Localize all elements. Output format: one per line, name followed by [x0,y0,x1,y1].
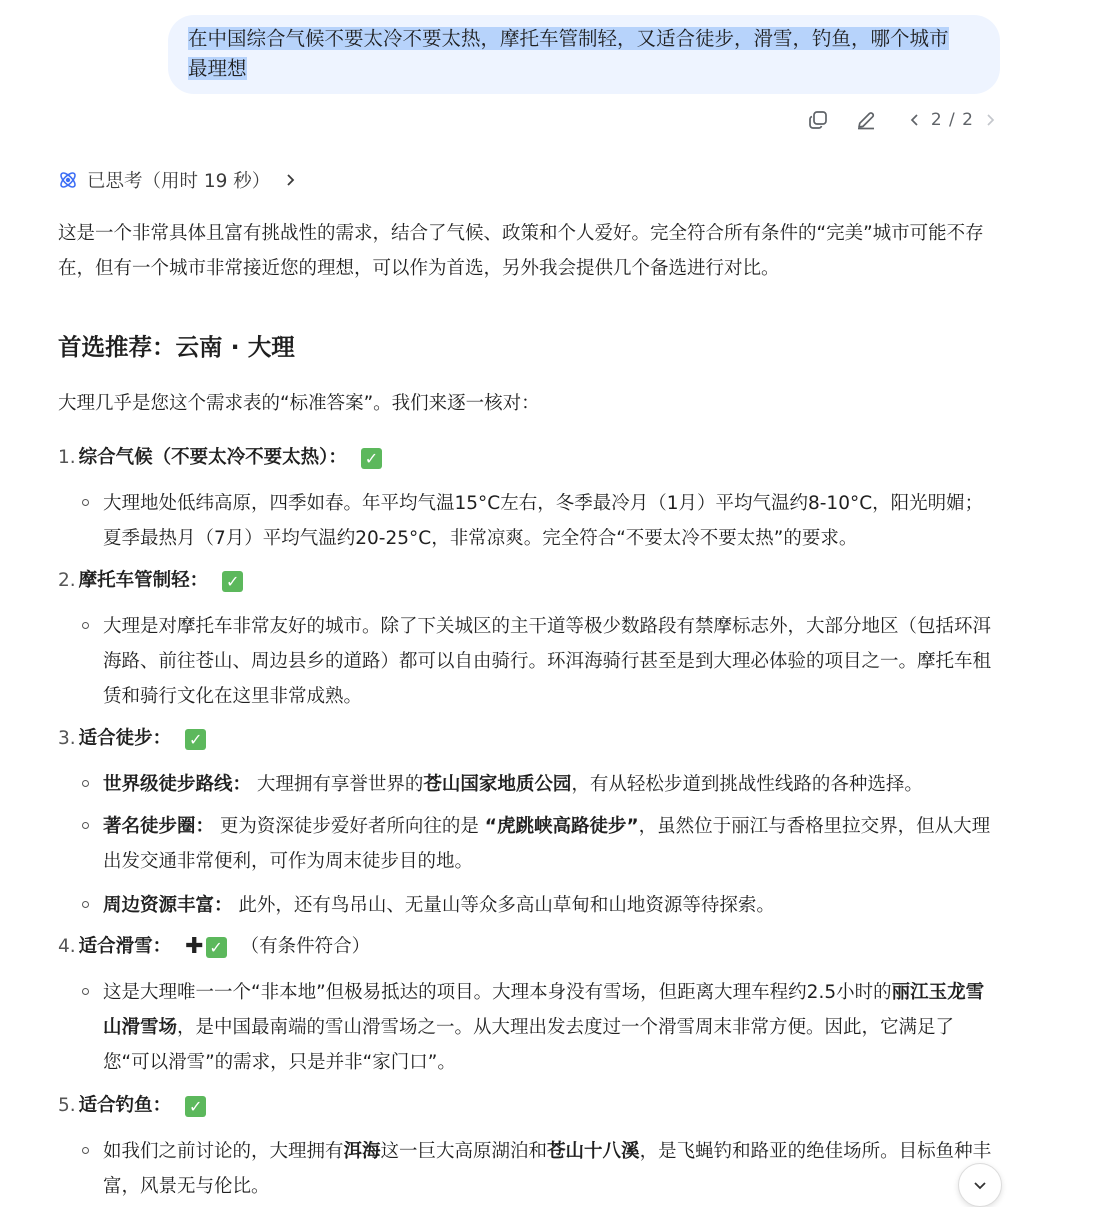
thinking-toggle[interactable] [57,166,296,194]
list-subitem: 大理地处低纬高原，四季如春。年平均气温15°C左右，冬季最冷月（1月）平均气温约8-10°C，阳光明媚；夏季最热月（7月）平均气温约20-25°C，非常凉爽。完全符合“不要太冷不要太热”的要求。 [80,486,1000,556]
list-item: 2. 摩托车管制轻： ✓ [58,566,243,596]
item-note: （有条件符合） [240,936,371,957]
answer-lead: 大理几乎是您这个需求表的“标准答案”。我们来逐一核对： [58,393,540,414]
chevron-down-icon [972,1179,988,1191]
assistant-answer [58,216,1003,1197]
item-title: 适合徒步： [78,728,172,749]
pager-text: 2 / 2 [930,110,974,130]
check-icon: ✓ [185,1096,206,1117]
user-message-bubble [168,15,1000,94]
response-pager [905,110,1000,130]
list-subitem: 著名徒步圈： 更为资深徒步爱好者所向往的是 “虎跳峡高路徒步”，虽然位于丽江与香格里拉交界，但从大理出发交通非常便利，可作为周末徒步目的地。 [80,809,1000,879]
check-icon: ✓ [206,937,227,958]
list-item: 1. 综合气候（不要太冷不要太热）： ✓ [58,443,382,473]
check-icon: ✓ [361,448,382,469]
list-item: 4. 适合滑雪： ✚ ✓ （有条件符合） [58,932,370,962]
chevron-right-icon[interactable] [980,110,1000,130]
user-message-line2: 最理想 [188,57,247,80]
atom-icon [57,169,79,191]
item-title: 综合气候（不要太冷不要太热）： [78,447,347,468]
list-subitem: 世界级徒步路线： 大理拥有享誉世界的苍山国家地质公园，有从轻松步道到挑战性线路的各种选择。 [80,767,1000,802]
chevron-right-icon [284,173,296,187]
list-subitem: 大理是对摩托车非常友好的城市。除了下关城区的主干道等极少数路段有禁摩标志外，大部分地区（包括环洱海路、前往苍山、周边县乡的道路）都可以自由骑行。环洱海骑行甚至是到大理必体验的项目之一。摩托车租赁和骑行文化在这里非常成熟。 [80,609,1000,714]
bullet-icon [82,499,89,506]
answer-intro: 这是一个非常具体且富有挑战性的需求，结合了气候、政策和个人爱好。完全符合所有条件的“完美”城市可能不存在，但有一个城市非常接近您的理想，可以作为首选，另外我会提供几个备选进行对比。 [58,223,984,279]
check-icon: ✓ [185,729,206,750]
bullet-icon [82,988,89,995]
list-item: 5. 适合钓鱼： ✓ [58,1091,206,1121]
bullet-icon [82,780,89,787]
list-subitem: 如我们之前讨论的，大理拥有洱海这一巨大高原湖泊和苍山十八溪，是飞蝇钓和路亚的绝佳场所。目标鱼种丰富，风景无与伦比。 [80,1134,1000,1204]
list-item: 3. 适合徒步： ✓ [58,724,206,754]
bullet-icon [82,822,89,829]
plus-icon: ✚ [185,934,204,959]
item-title: 摩托车管制轻： [78,570,209,591]
check-icon: ✓ [222,571,243,592]
copy-icon[interactable] [805,107,831,133]
item-title: 适合钓鱼： [78,1095,172,1116]
chevron-left-icon[interactable] [905,110,925,130]
message-actions [805,106,1000,134]
list-subitem: 周边资源丰富： 此外，还有鸟吊山、无量山等众多高山草甸和山地资源等待探索。 [80,888,1000,923]
section-heading: 首选推荐：云南 · 大理 [58,333,295,361]
user-message-line1: 在中国综合气候不要太冷不要太热，摩托车管制轻，又适合徒步，滑雪，钓鱼，哪个城市 [188,27,949,50]
bullet-icon [82,901,89,908]
list-subitem: 这是大理唯一一个“非本地”但极易抵达的项目。大理本身没有雪场，但距离大理车程约2.5小时的丽江玉龙雪山滑雪场，是中国最南端的雪山滑雪场之一。从大理出发去度过一个滑雪周末非常方便。因此，它满足了您“可以滑雪”的需求，只是并非“家门口”。 [80,975,1000,1080]
bullet-icon [82,622,89,629]
bullet-icon [82,1147,89,1154]
item-title: 适合滑雪： [78,936,172,957]
scroll-down-button[interactable] [958,1163,1002,1207]
thinking-label: 已思考（用时 19 秒） [87,171,271,192]
edit-icon[interactable] [853,107,879,133]
